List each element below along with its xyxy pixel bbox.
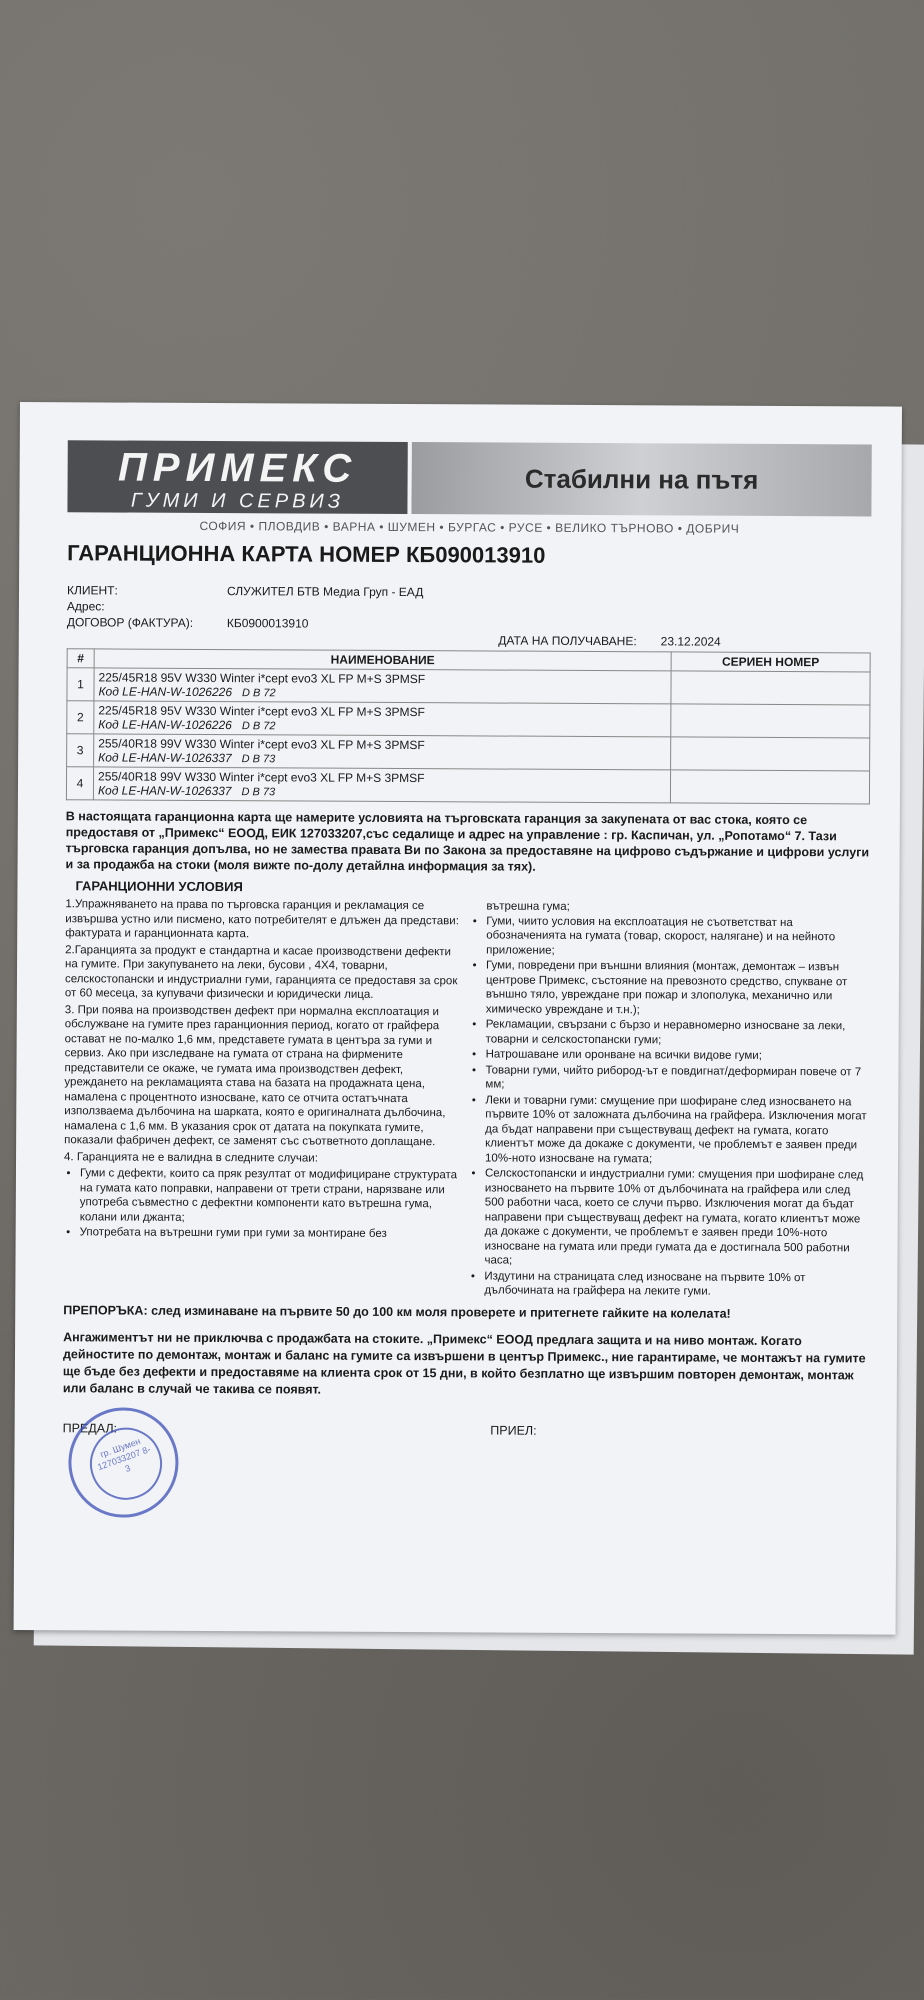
product-cell: [94, 668, 671, 704]
list-item: • Рекламации, свързани с бързо и неравномерно износване за леки, товарни и селскостопански гуми;: [486, 1017, 869, 1048]
conditions-heading: ГАРАНЦИОННИ УСЛОВИЯ: [75, 878, 243, 895]
serial-cell: [671, 671, 870, 705]
product-name: 255/40R18 99V W330 Winter i*cept evo3 XL FP M+S 3PMSF: [98, 769, 425, 786]
eu-label-grades: D B 73: [241, 786, 276, 799]
list-item: • Леки и товарни гуми: смущение при шофиране след износването на първите 10% от заложната дълбочина на грайфера. Изключения могат да бъдат направени при съществуващ дефект на гумата, когато клиентът може да докаже с документи, че проблемът е заявен преди 10%-ното износване на гумата;: [485, 1093, 868, 1168]
products-table: [66, 648, 871, 804]
handed-by-label: ПРЕДАЛ:: [62, 1420, 118, 1436]
column-header-serial: СЕРИЕН НОМЕР: [671, 652, 870, 672]
serial-cell: [670, 770, 869, 804]
condition-paragraph: 1.Упражняването на права по търговска гаранция и рекламация се извършва устно или писмено, като потребителят е длъжен да представи: фактурата и гаранционната карта.: [65, 898, 459, 941]
product-code: Код LE-HAN-W-1026337: [97, 783, 232, 799]
product-code: Код LE-HAN-W-1026226: [98, 684, 233, 700]
product-name: 225/45R18 95V W330 Winter i*cept evo3 XL FP M+S 3PMSF: [98, 703, 425, 720]
date-label: ДАТА НА ПОЛУЧАВАНЕ:: [498, 633, 637, 649]
client-value: СЛУЖИТЕЛ БТВ Медиа Груп - ЕАД: [226, 584, 424, 600]
product-name: 255/40R18 99V W330 Winter i*cept evo3 XL FP M+S 3PMSF: [98, 736, 425, 753]
continuation-text: вътрешна гума;: [486, 900, 570, 913]
product-name: 225/45R18 95V W330 Winter i*cept evo3 XL FP M+S 3PMSF: [98, 670, 426, 687]
intro-paragraph: В настоящата гаранционна карта ще намерите условията на търговската гаранция за закупената от вас стока, която се предоставя от „Примекс“ ЕООД, ЕИК 127033207,със седалище и адрес на управление : гр. Каспичан, ул. „Ропотамо“ 7. Тази търговска гаранция допълва, но не замества правата Ви по Закона за предоставяне на цифрово съдържание и цифрови услуги и за продажба на стоки (моля вижте по-долу детайлна информация за тях).: [65, 809, 870, 874]
conditions-left-column: [63, 897, 460, 1299]
table-row: [66, 767, 869, 804]
product-cell: [94, 734, 671, 770]
serial-cell: [671, 737, 870, 771]
received-by-label: ПРИЕЛ:: [490, 1422, 537, 1438]
row-number: 3: [67, 734, 94, 767]
client-label: КЛИЕНТ:: [66, 583, 118, 598]
condition-paragraph: 3. При поява на производствен дефект при нормална експлоатация и обслужване на гумите през гаранционния период, когато от грайфера остават не по-малко 1,6 мм, представете гумата в центъра за гуми и сервиз. Ако при изследване на гумата от страна на фирмените представители се окаже, че гумата има производствен дефект, уреждането на рекламацията става на базата на продажната цена, намалена с процентното износване, като се отчита остатъчната използваема дълбочина на шарката, която е оригиналната дълбочина, намалена с 1,6 мм. В указания срок от датата на покупката гумите, показали фабричен дефект, се заменят със съответното доплащане.: [64, 1003, 446, 1149]
conditions-body: [63, 897, 869, 1301]
row-number: 1: [67, 668, 94, 701]
product-code: Код LE-HAN-W-1026226: [98, 717, 232, 733]
list-item: • Издутини на страницата след износване на първите 10% от дълбочината на грайфера на леките гуми.: [484, 1269, 867, 1300]
eu-label-grades: D B 73: [241, 753, 276, 766]
slogan-panel: [407, 442, 871, 516]
contract-label: ДОГОВОР (ФАКТУРА):: [66, 615, 194, 630]
row-number: 2: [67, 701, 94, 734]
recommendation: ПРЕПОРЪКА: след изминаване на първите 50 до 100 км моля проверете и притегнете гайките на колелата!: [63, 1302, 731, 1321]
product-code: Код LE-HAN-W-1026337: [98, 750, 232, 766]
conditions-right-column: [468, 899, 869, 1301]
date-value: 23.12.2024: [660, 634, 721, 649]
address-label: Адрес:: [66, 599, 105, 614]
product-cell: [94, 701, 671, 737]
logo-title: ПРИМЕКС: [117, 445, 358, 491]
list-item: • Товарни гуми, чийто рибород-ът е повдигнат/деформиран повече от 7 мм;: [485, 1063, 868, 1094]
company-logo: [67, 440, 407, 514]
condition-paragraph: 2.Гаранцията за продукт е стандартна и касае производствени дефекти на гумите. При закупуването на леки, бусови , 4Х4, товарни, селскостопански и индустриални гуми, гаранцията се предоставя за срок от 60 месеца, за купувачи физически и юридически лица.: [64, 943, 458, 1001]
company-stamp: [53, 1392, 194, 1533]
column-header-name: НАИМЕНОВАНИЕ: [94, 649, 671, 671]
condition-paragraph: 4. Гаранцията не е валидна в следните случаи:: [64, 1150, 318, 1165]
table-row: [67, 734, 870, 771]
list-item: • Гуми с дефекти, които са пряк резултат от модифициране структурата на гумата като поправки, направени от трети страни, нарязване или употреба съвместно с дефектни компоненти като вътрешна гума, колани или джанта;: [80, 1166, 459, 1226]
row-number: 4: [66, 767, 93, 800]
eu-label-grades: D B 72: [241, 720, 276, 733]
eu-label-grades: D B 72: [241, 687, 276, 700]
signature-row: [63, 1421, 867, 1439]
table-row: [67, 701, 870, 738]
slogan: Стабилни на пътя: [524, 463, 759, 495]
stamp-text: гр. Шумен 127033207 8-3: [96, 1435, 152, 1475]
header-bar: [67, 440, 871, 516]
list-item: • Натрошаване или оронване на всички видове гуми;: [486, 1047, 869, 1064]
commitment-paragraph: Ангажиментът ни не приключва с продажбата на стоките. „Примекс“ ЕООД предлага защита и на ниво монтаж. Когато дейностите по демонтаж, монтаж и баланс на гумите са извършени в център Примекс., ние гарантираме, че монтажът на гумите ще бъде без дефекти и предоставяме на клиента срок от 15 дни, в който безплатно ще извършим повторен демонтаж, монтаж или баланс в случай че такива се появят.: [62, 1329, 866, 1397]
list-item: • Селскостопански и индустриални гуми: смущения при шофиране след износването на първите 10% от дълбочината на грайфера или след 500 работни часа, което се случи първо. Изключения могат да бъдат направени при съществуващ дефект на гумата, когато клиентът може да докаже с документи, че проблемът е заявен преди 10%-ното износване на гумата или преди гумата да е достигнала 500 работни часа;: [484, 1166, 868, 1270]
list-item: • Гуми, повредени при външни влияния (монтаж, демонтаж – извън центрове Примекс, състояние на превозното средство, спукване от външно тяло, увреждане при пожар и злополука, механично или химическо увреждане и т.н.);: [486, 958, 869, 1018]
table-row: [67, 668, 870, 705]
logo-subtitle: ГУМИ И СЕРВИЗ: [130, 489, 345, 513]
list-item: • Употребата на вътрешни гуми при гуми за монтиране без: [80, 1225, 459, 1241]
city-list: СОФИЯ • ПЛОВДИВ • ВАРНА • ШУМЕН • БУРГАС • РУСЕ • ВЕЛИКО ТЪРНОВО • ДОБРИЧ: [199, 518, 740, 536]
serial-cell: [671, 704, 870, 738]
column-header-number: #: [67, 649, 94, 668]
contract-value: КБ0900013910: [226, 616, 309, 631]
warranty-card: [14, 402, 902, 1635]
page-title: ГАРАНЦИОННА КАРТА НОМЕР КБ090013910: [67, 540, 546, 568]
client-info: [67, 582, 871, 650]
product-cell: [93, 767, 670, 803]
list-item: • Гуми, чиито условия на експлоатация не съответстват на обозначенията на гумата (товар, скорост, налягане) и на нейното приложение;: [486, 914, 869, 960]
